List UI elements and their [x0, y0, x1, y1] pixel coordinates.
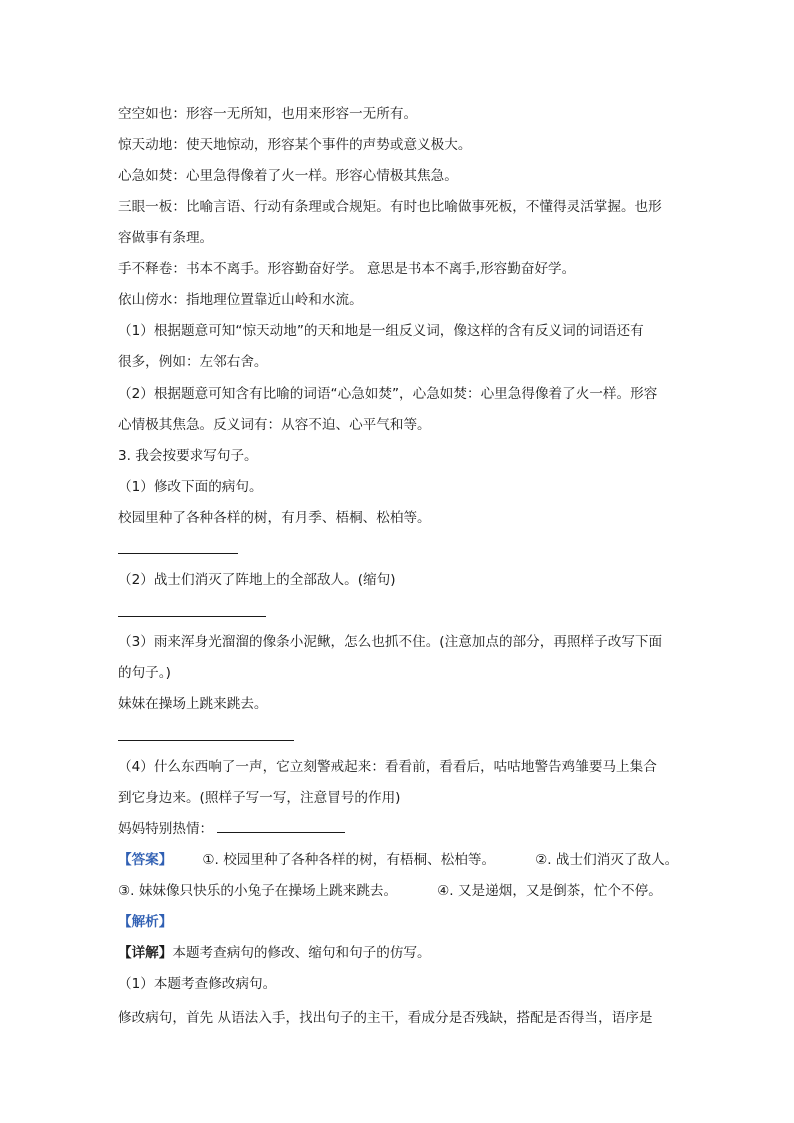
analysis-tag: 【解析】 — [118, 914, 173, 930]
analysis-heading — [118, 912, 688, 932]
answer-blank-2 — [118, 616, 266, 617]
answer-row-1 — [118, 850, 688, 870]
idiom-xinji: 心急如焚：心里急得像着了火一样。形容心情极其焦急。 — [118, 168, 458, 184]
answer-row-2 — [118, 881, 688, 901]
idiom-yishan: 依山傍水：指地理位置靠近山岭和水流。 — [118, 292, 363, 308]
analysis-p1: （1）本题考查修改病句。 — [118, 976, 277, 992]
idiom-kongkong: 空空如也：形容一无所知，也用来形容一无所有。 — [118, 106, 418, 122]
answer-1: ①. 校园里种了各种各样的树，有梧桐、松柏等。 — [202, 852, 496, 868]
question-3-4-cont: 到它身边来。(照样子写一写，注意冒号的作用) — [118, 790, 401, 806]
explanation-2: （2）根据题意可知含有比喻的词语“心急如焚”，心急如焚：心里急得像着了火一样。形容 — [118, 386, 658, 402]
answer-tag: 【答案】 — [118, 852, 173, 868]
detail-tag: 【详解】 — [118, 945, 173, 961]
idiom-shoubu: 手不释卷：书本不离手。形容勤奋好学。 意思是书本不离手,形容勤奋好学。 — [118, 261, 576, 277]
idiom-sanyan-cont: 容做事有条理。 — [118, 230, 214, 246]
detail-row — [118, 943, 688, 963]
analysis-p2: 修改病句，首先 从语法入手，找出句子的主干，看成分是否残缺，搭配是否得当，语序是 — [118, 1010, 653, 1026]
question-3-1: （1）修改下面的病句。 — [118, 479, 263, 495]
explanation-1: （1）根据题意可知“惊天动地”的天和地是一组反义词，像这样的含有反义词的词语还有 — [118, 323, 644, 339]
answer-3: ③. 妹妹像只快乐的小兔子在操场上跳来跳去。 — [118, 883, 398, 899]
question-3-3-sentence: 妹妹在操场上跳来跳去。 — [118, 696, 268, 712]
question-3-2: （2）战士们消灭了阵地上的全部敌人。(缩句) — [118, 572, 396, 588]
idiom-sanyan: 三眼一板：比喻言语、行动有条理或合规矩。有时也比喻做事死板，不懂得灵活掌握。也形 — [118, 199, 662, 215]
explanation-2-cont: 心情极其焦急。反义词有：从容不迫、心平气和等。 — [118, 417, 431, 433]
detail-text: 本题考查病句的修改、缩句和句子的仿写。 — [172, 945, 431, 961]
question-3-3: （3）雨来浑身光溜溜的像条小泥鳅，怎么也抓不住。(注意加点的部分，再照样子改写下面 — [118, 634, 663, 650]
question-3-4: （4）什么东西响了一声，它立刻警戒起来：看看前，看看后，咕咕地警告鸡雏要马上集合 — [118, 759, 657, 775]
answer-2: ②. 战士们消灭了敌人。 — [535, 852, 679, 868]
question-3-1-sentence: 校园里种了各种各样的树，有月季、梧桐、松柏等。 — [118, 510, 431, 526]
question-3-4-prompt — [118, 819, 688, 839]
answer-blank-3 — [118, 740, 294, 741]
explanation-1-cont: 很多，例如：左邻右舍。 — [118, 354, 268, 370]
idiom-jingtian: 惊天动地：使天地惊动，形容某个事件的声势或意义极大。 — [118, 137, 472, 153]
prompt-text: 妈妈特别热情： — [118, 821, 214, 837]
answer-blank-1 — [118, 553, 238, 554]
answer-4: ④. 又是递烟，又是倒茶，忙个不停。 — [437, 883, 662, 899]
question-3-heading: 3. 我会按要求写句子。 — [118, 448, 258, 464]
answer-blank-4 — [217, 832, 345, 833]
question-3-3-cont: 的句子。) — [118, 665, 171, 681]
